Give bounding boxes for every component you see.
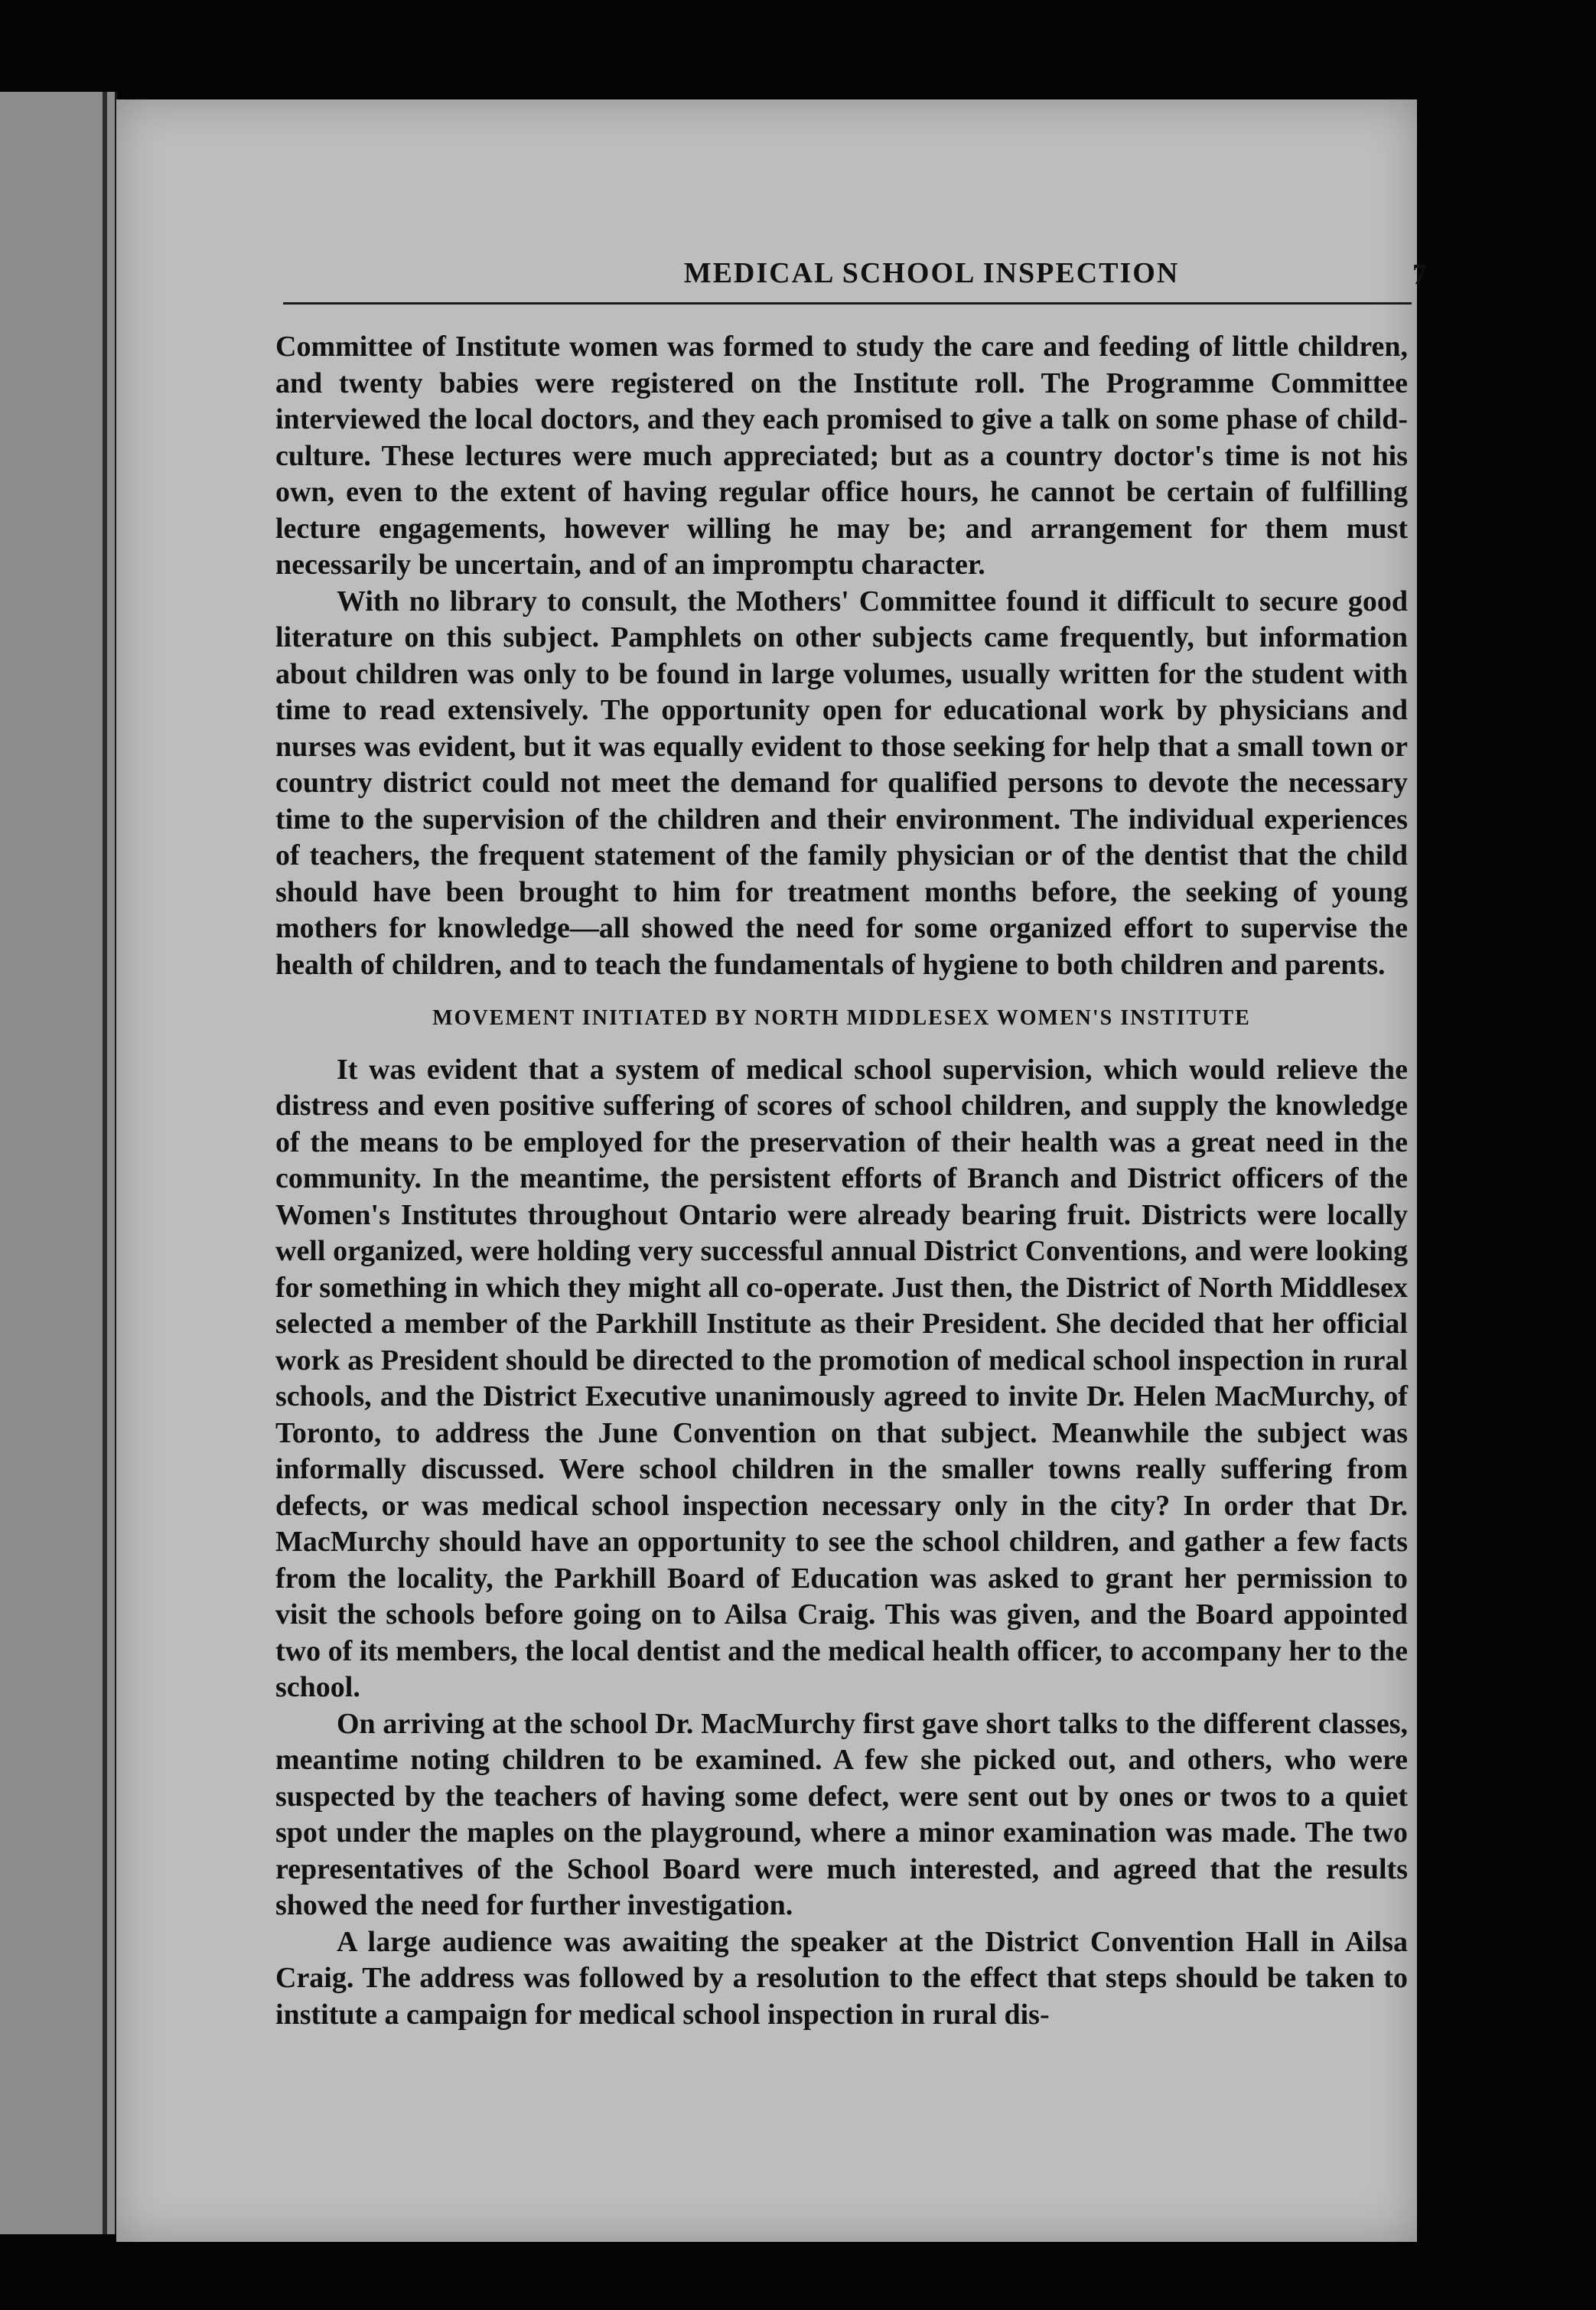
paragraph: It was evident that a system of medical school supervision, which would relieve the distress and even positive suffering of scores of school children, and supply the knowledge of the means to be employed for the preservation of their health was a great need in the community. In the meantime, the persistent efforts of Branch and District officers of the Women's Institutes throughout Ontario were already bearing fruit. Districts were locally well organized, were holding very successful annual District Conventions, and were looking for something in which they might all co-operate. Just then, the District of North Middlesex selected a member of the Parkhill Institute as their President. She decided that her official work as President should be directed to the promotion of medical school inspection in rural schools, and the District Executive unanimously agreed to invite Dr. Helen MacMurchy, of Toronto, to address the June Convention on that subject. Meanwhile the subject was informally discussed. Were school children in the smaller towns really suffering from defects, or was medical school inspection necessary only in the city? In order that Dr. MacMurchy should have an opportunity to see the school children, and gather a few facts from the locality, the Parkhill Board of Education was asked to grant her permission to visit the schools before going on to Ailsa Craig. This was given, and the Board appointed two of its members, the local dentist and the medical health officer, to accompany her to the school. — [275, 1053, 1408, 1703]
paragraph: A large audience was awaiting the speaker at the District Convention Hall in Ailsa Craig. The address was followed by a resolution to the effect that steps should be taken to institute a campaign for medical school inspection in rural dis- — [275, 1925, 1408, 2031]
body-text — [275, 329, 1408, 2033]
paragraph: With no library to consult, the Mothers' Committee found it difficult to secure good literature on this subject. Pamphlets on other subjects came frequently, but information about children was only to be found in large volumes, usually written for the student with time to read extensively. The opportunity open for educational work by physicians and nurses was evident, but it was equally evident to those seeking for help that a small town or country district could not meet the demand for qualified persons to devote the necessary time to the supervision of the children and their environment. The individual experiences of teachers, the frequent statement of the family physician or of the dentist that the child should have been brought to him for treatment months before, the seeking of young mothers for knowledge—all showed the need for some organized effort to supervise the health of children, and to teach the fundamentals of hygiene to both children and parents. — [275, 585, 1408, 981]
paragraph: On arriving at the school Dr. MacMurchy first gave short talks to the different classes, meantime noting children to be examined. A few she picked out, and others, who were suspected by the teachers of having some defect, were sent out by ones or twos to a quiet spot under the maples on the playground, where a minor examination was made. The two representatives of the School Board were much interested, and agreed that the results showed the need for further investigation. — [275, 1707, 1408, 1921]
adjacent-page-edge — [0, 92, 117, 2234]
page-number: 7 — [1412, 259, 1427, 291]
paragraph: Committee of Institute women was formed to study the care and feeding of little children, and twenty babies were registered on the Institute roll. The Programme Committee interviewed the local doctors, and they each promised to give a talk on some phase of child-culture. These lectures were much appreciated; but as a country doctor's time is not his own, even to the extent of having regular office hours, he cannot be certain of fulfilling lecture engagements, however willing he may be; and arrangement for them must necessarily be uncertain, and of an impromptu character. — [275, 331, 1408, 581]
section-heading: MOVEMENT INITIATED BY NORTH MIDDLESEX WOMEN'S INSTITUTE — [432, 1006, 1251, 1030]
header-rule — [283, 302, 1412, 305]
running-head: MEDICAL SCHOOL INSPECTION — [683, 257, 1180, 289]
page-header — [440, 249, 1427, 302]
